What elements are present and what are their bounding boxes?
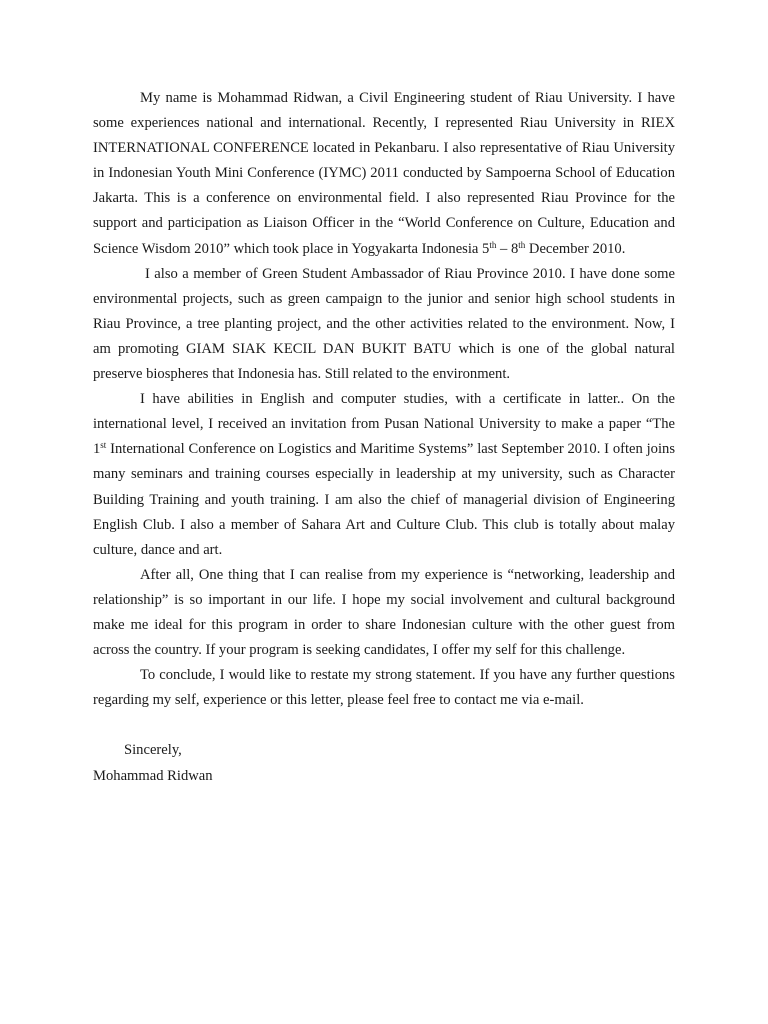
text-run: International Conference on Logistics and Maritime Systems” last September 2010. I often joins many seminars and training courses especially in leadership at my university, such as Character Building Training and youth training. I am also the chief of managerial division of Engineering English Club. I also a member of Sahara Art and Culture Club. This club is totally about malay culture, dance and art.: [93, 441, 675, 558]
text-run: My name is Mohammad Ridwan, a Civil Engineering student of Riau University. I have some experiences national and international. Recently, I represented Riau University in RIEX INTERNATIONAL CONFERENCE located in Pekanbaru. I also representative of Riau University in Indonesian Youth Mini Conference (IYMC) 2011 conducted by Sampoerna School of Education Jakarta. This is a conference on environmental field. I also represented Riau Province for the support and participation as Liaison Officer in the “World Conference on Culture, Education and Science Wisdom 2010” which took place in Yogyakarta Indonesia 5: [93, 90, 675, 257]
blank-line: [93, 713, 675, 738]
paragraph-introduction: [93, 86, 675, 262]
ordinal-superscript: th: [489, 239, 497, 250]
text-run: December 2010.: [525, 240, 626, 257]
text-run: – 8: [496, 240, 519, 257]
paragraph-abilities: [93, 387, 675, 563]
letter-body: [93, 86, 675, 789]
text-run: After all, One thing that I can realise from my experience is “networking, leadership and relationship” is so important in our life. I hope my social involvement and cultural background make me ideal for this program in order to share Indonesian culture with the other guest from across the country. If your program is seeking candidates, I offer my self for this challenge.: [93, 566, 675, 659]
signature-name: Mohammad Ridwan: [93, 767, 213, 784]
paragraph-conclusion: [93, 663, 675, 713]
closing-salutation: Sincerely,: [124, 742, 182, 759]
paragraph-networking: [93, 563, 675, 663]
paragraph-environment: [93, 262, 675, 387]
ordinal-superscript: st: [100, 440, 107, 451]
text-run: To conclude, I would like to restate my strong statement. If you have any further questions regarding my self, experience or this letter, please feel free to contact me via e-mail.: [93, 667, 675, 709]
ordinal-superscript: th: [518, 239, 526, 250]
text-run: I also a member of Green Student Ambassador of Riau Province 2010. I have done some environmental projects, such as green campaign to the junior and senior high school students in Riau Province, a tree planting project, and the other activities related to the environment. Now, I am promoting GIAM SIAK KECIL DAN BUKIT BATU which is one of the global natural preserve biospheres that Indonesia has. Still related to the environment.: [93, 265, 675, 383]
text-run: I have abilities in English and computer studies, with a certificate in latter.. On the international level, I received an invitation from Pusan National University to make a paper “The 1: [93, 391, 675, 458]
